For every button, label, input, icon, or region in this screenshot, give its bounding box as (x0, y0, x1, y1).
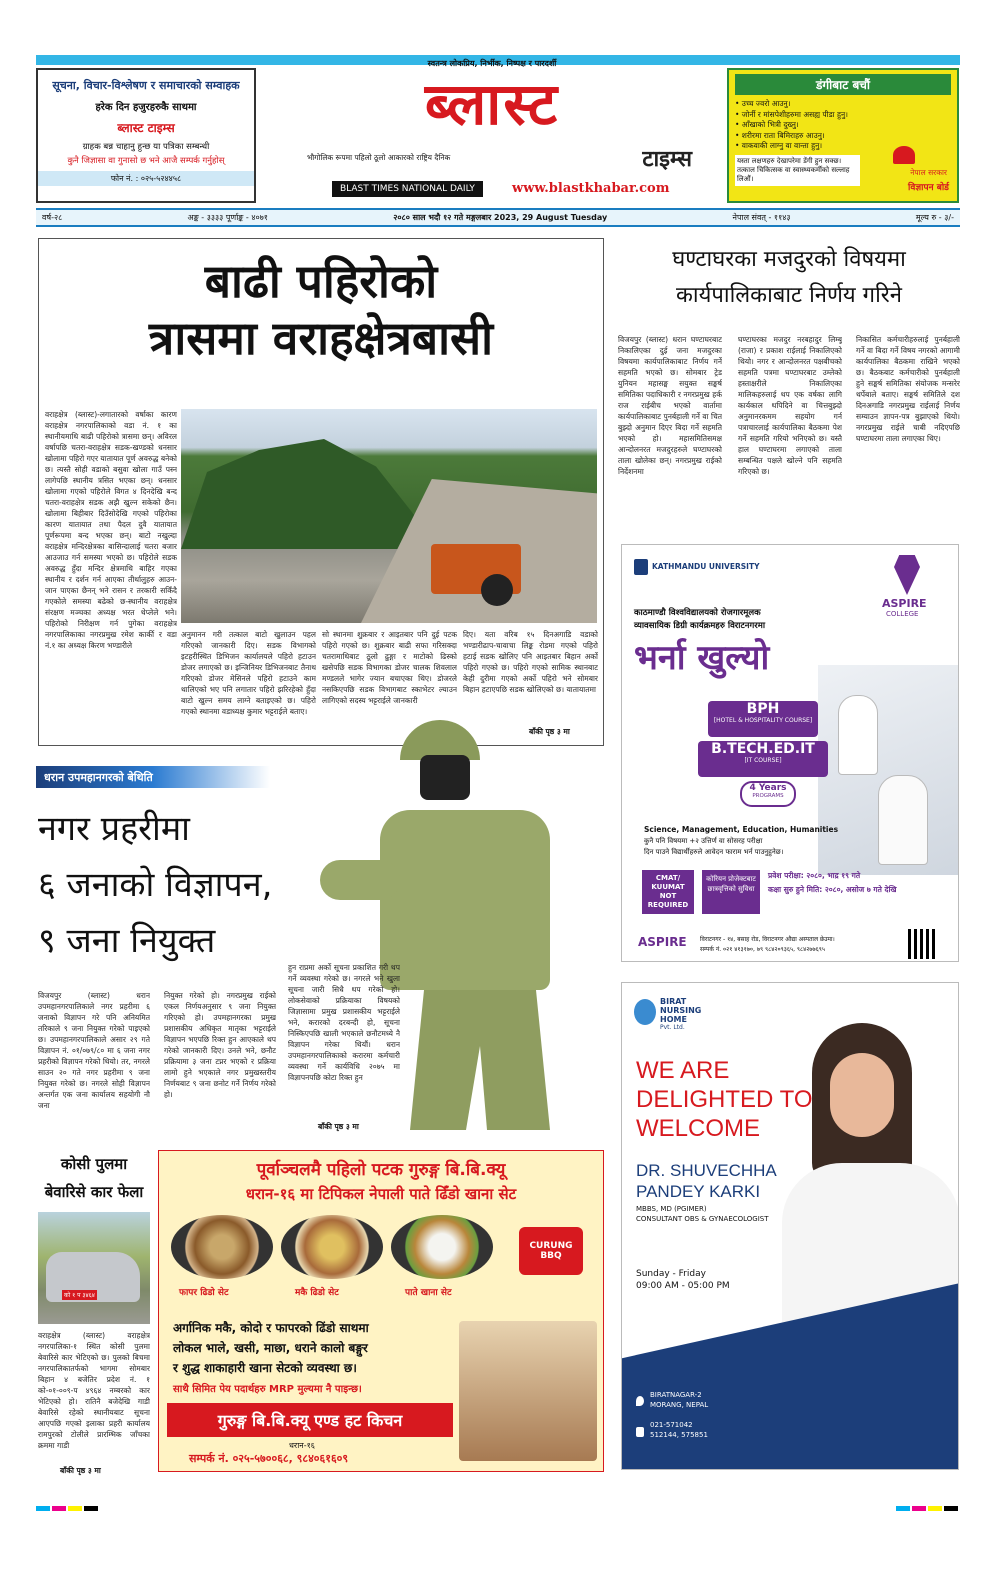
course-btech-sub: [IT COURSE] (744, 757, 782, 764)
birat-welcome-1: WE ARE (636, 1057, 730, 1084)
dengue-item: • आँखाको भित्री दुख्नु। (735, 120, 799, 129)
bbq-plate-1 (171, 1215, 273, 1279)
left-promo-line4: ग्राहक बन्न चाहानु हुन्छ या पत्रिका सम्बन्धी (82, 142, 210, 152)
birat-welcome-3: WELCOME (636, 1115, 761, 1142)
dengue-item: • शरीरमा राता बिमिराहरु आउनु। (735, 130, 825, 140)
bbq-body-3: र शुद्ध शाकाहारी खाना सेटको व्यवस्था छ। (173, 1361, 357, 1375)
birat-days: Sunday - Friday (636, 1269, 706, 1279)
years-badge-sub: PROGRAMS (752, 793, 784, 799)
bbq-set-2: मकै ढिडो सेट (295, 1288, 339, 1298)
bbq-ad (158, 1150, 604, 1472)
birat-logo-icon (634, 999, 656, 1025)
aspire-entrance: प्रवेश परीक्षा: २०८०, भाद्र १९ गते (768, 871, 861, 880)
koshi-title-1: कोसी पुलमा (60, 1155, 128, 1173)
aspire-college-sub: COLLEGE (886, 610, 919, 618)
bbq-contact: सम्पर्क नं. ०२५-५७००६८, ९८४०६१६०९ (189, 1452, 349, 1465)
birat-logo-1: BIRAT (660, 997, 687, 1006)
aspire-intro-2: व्यावसायिक डिग्री कार्यक्रमहरु विराटनगरमा (634, 621, 766, 631)
dengue-title: डंगीबाट बचौं (735, 74, 951, 95)
ku-logo-icon (634, 559, 648, 575)
aspire-contact: सम्पर्क नं. ०२१ ४१३१७०, ७९ ९८४२०९३६५, ९८४२७७६९५ (700, 946, 825, 953)
masthead (262, 55, 722, 205)
left-promo-line2: हरेक दिन हजुरहरुकै साथमा (95, 102, 197, 113)
dengue-item: • जोर्नी र मांसपेशीहरुमा असह्य पीडा हुनु। (735, 109, 848, 119)
years-badge-title: 4 Years (749, 783, 787, 793)
clock-col-2: घण्टाघरका मजदुर नरबहादुर लिम्बू (राजा) र प्रकाश राईलाई निकालिएको थियो। नगर र आन्दोलनरत पक्षबीचको सहमति पत्रमा घण्टाघरबाट उम्लेको हस्ताक्षरीले निकालिएका मालिकहरुलाई थप एक वर्षका लागि कार्यकाल थपिदिने वा चित्तबुझ्दो अनुमानरकमम सहयोग गर्न पत्राचारलाई कार्यपालिका बैठकमा पेश गर्ने सहमति गरियो भनिएको छ। यस्तै हाल घण्टाघरमा लगाएको ताला सम्बन्धित पक्षले खोल्ने पनि सहमति गरिएको छ। (738, 335, 842, 476)
excavator-wheel-icon (481, 574, 513, 606)
birat-doctor-1: DR. SHUVECHHA (636, 1161, 777, 1180)
course-btech (698, 741, 828, 777)
bbq-plate-3 (391, 1215, 493, 1279)
clock-title-1: घण्टाघरका मजदुरको विषयमा (672, 247, 906, 272)
police-col-1: विजयपुर (ब्लास्ट) धरान उपमहानगरपालिकाले नगर प्रहरीमा ६ जनाको विज्ञापन गरे पनि अनियमित तरिकाले ९ जना नियुक्त गरेको पाइएको छ। उपमहानगरपालिकाले असार २९ गते विज्ञापन नं. ०१/०७९/८० मा ६ जना नगर प्रहरीको विज्ञापन गरेको थियो। तर, नगरले साउन २० गते नगर प्रहरीमा ९ जना नियुक्त गरेको छ। नगरले सोही विज्ञापन अन्तर्गत एक जना कार्यालय सहयोगी नौ जना (38, 991, 150, 1110)
bbq-mrp: साथै सिमित पेय पदार्थहरु MRP मुल्यमा नै पाइन्छ। (173, 1384, 362, 1395)
masthead-logo-sub: टाइम्स (642, 147, 692, 172)
dengue-list (735, 99, 951, 152)
registration-marks (36, 1496, 960, 1504)
police-body (380, 810, 550, 990)
bbq-body-1: अर्गानिक मकै, कोदो र फापरको ढिंडो साथमा (173, 1321, 369, 1335)
birat-doctor-2: PANDEY KARKI (636, 1182, 761, 1201)
issue-date: २०८० साल भदौ १२ गते मङ्गलबार 2023, 29 August Tuesday (393, 213, 608, 222)
aspire-streams: Science, Management, Education, Humanities (644, 825, 839, 834)
bbq-title-1: पूर्वाञ्चलमै पहिलो पटक गुरुङ्ग बि.बि.क्यू (256, 1160, 506, 1180)
police-tag: धरान उपमहानगरको बेथिति (36, 766, 270, 788)
lead-col-3: सो स्थानमा शुक्रबार र आइतबार पनि दुई पटक पहिरो गएको छ। शुक्रबार बाढी सफा गरिसक्दा चतरामाथिबाट ठूलो ढुङ्गा र माटोको ढिस्को खसेपछि सडक विभागका डोजर चालक शिवलाल मण्डलले भागेर ज्यान बचाएका थिए। डोजरले नसकिएपछि सडक विभागबाट स्काभेटर ल्याउन लागिएको सदस्य भट्टराईले जानकारी (322, 630, 457, 705)
car-photo (38, 1212, 150, 1324)
lead-col-4: दिए। यता वरिब १५ दिनअगाडि वडाको भण्डारीढाप-चावाचा लिङ्क रोडमा गएको पहिरो हटाई सडक खोलिए पनि आइतबार बिहान अर्को पहिरो गएको छ। पहिरो गएको सामिक स्थानबाट केही दुरीमा गएको अर्को पहिरो भने सोमबार बिहान हटाएपछि सडक खोलिएको छ। यातायातमा (463, 630, 598, 694)
students-photo (818, 665, 959, 875)
lead-more[interactable]: बाँकी पृष्ठ ३ मा (529, 727, 570, 736)
birat-hours: 09:00 AM - 05:00 PM (636, 1281, 730, 1291)
masthead-english: BLAST TIMES NATIONAL DAILY (332, 181, 483, 197)
left-promo-box (36, 68, 256, 203)
aspire-college: ASPIRE (882, 597, 927, 610)
birat-ad (621, 982, 959, 1470)
aspire-university: KATHMANDU UNIVERSITY (652, 562, 760, 571)
birat-logo-2: NURSING (660, 1006, 702, 1015)
bbq-title-2: धरान-१६ मा टिपिकल नेपाली पाते ढिँडो खाना सेट (245, 1185, 517, 1203)
birat-degree: MBBS, MD (PGIMER) (636, 1205, 707, 1213)
aspire-note-2: दिन पाउने विद्यार्थीहरुले आवेदन फाराम भर्न पाउनुहुनेछ। (644, 848, 784, 856)
student-figure-1 (838, 695, 878, 775)
aspire-pen-icon (894, 555, 920, 595)
police-col-2: नियुक्त गरेको हो। नगरप्रमुख राईको एकल निर्णयअनुसार ९ जना नियुक्त गरिएको हो। उपमहानगरका प्रमुख प्रशासकीय अधिकृत मातृका भट्टराईले विज्ञापन भएपछि रिक्त हुन आएकाले थप गरेको जानकारी दिए। उनले भने, छनौट प्रक्रियामा ३ जना टप्नर भएको र प्रक्रिया लामो हुने भएकाले नगर प्रमुखस्तरीय निर्णयबाट ९ जना छनोट गर्ने निर्णय गरेको हो। (164, 991, 276, 1099)
gov-emblem-icon (893, 146, 915, 164)
color-ticks-left (36, 1496, 100, 1504)
left-promo-phone: फोन नं. : ०२५-५२४४५८ (38, 171, 254, 186)
location-icon (636, 1396, 644, 1406)
landslide-photo (181, 409, 597, 623)
police-title-2: ६ जनाको विज्ञापन, (38, 865, 273, 905)
lead-col-1: वराहक्षेत्र (ब्लास्ट)-लगातारको वर्षाका कारण वराहक्षेत्र नगरपालिकाको वडा नं. १ का स्थानीयमाथि बाढी पहिरोको त्रासमा छन्। अविरल वर्षापछि चतरा-वराहक्षेत्र सडक-खण्डको धनसार खोलामा पहिरो गएर यातायात पूर्ण अवरुद्ध बनेको छ। त्यस्तै सोही वडाको बसुवा खोला गाउँ पस्न लागेपछि स्थानीय त्रसित भएका छन्। धनसार खोलामा गएको पहिरोले विगत ४ दिनदेखि बन्द चतरा-वराहक्षेत्र सडक अझै खुल्न सकेको छैन। खोलामा बिहीबार दिउँसोदेखि गएको पहिरोका कारण यातायात तथा पैदल दुवै यातायात पूर्णरूपमा बन्द भएका छन्। बाटो नखुल्दा वराहक्षेत्र मन्दिरक्षेत्रका बासिन्दालाई चतरा बजार आउजाउ गर्न समस्या भएको छ। पहिरोले सडक अवरुद्ध हुँदा मन्दिर क्षेत्रमाथि बाहिर गएका स्थानीय र दर्शन गर्न आएका तीर्थालुहरु आउन-जान पाएका छैनन् भने रासन र तरकारी सकिँदै गएकोले समस्या बढेको छ-स्थानीय वराहक्षेत्र संरक्षण मञ्चका अध्यक्ष भरत थेप्लेले भने। पहिरोको निरीक्षण गर्न पुगेका वराहक्षेत्र नगरपालिकाका नगरप्रमुख रमेश कार्की र वडा नं.१ का अध्यक्ष किरण भण्डारीले (45, 410, 177, 650)
dengue-promo (727, 68, 959, 203)
bbq-set-3: पाते खाना सेट (405, 1288, 452, 1298)
aspire-ad (621, 544, 959, 962)
aspire-intro-1: काठमाण्डौ विश्वविद्यालयको रोजगारमूलक (634, 608, 761, 618)
chef-figure (878, 775, 928, 865)
masthead-logo: ब्लास्ट (424, 70, 560, 138)
bbq-family-photo (459, 1321, 597, 1461)
issue-price: मूल्य रु - ३/- (915, 213, 954, 222)
mountain-shape (181, 439, 441, 549)
masthead-desc: भौगोलिक रूपमा पहिलो ठूलो आकारको राष्ट्रिय दैनिक (307, 153, 451, 162)
birat-role: CONSULTANT OBS & GYNAECOLOGIST (636, 1215, 769, 1223)
police-mask-icon (420, 755, 470, 800)
dengue-board: विज्ञापन बोर्ड (908, 183, 949, 193)
koshi-body: वराहक्षेत्र (ब्लास्ट) वराहक्षेत्र नगरपालिका-१ स्थित कोसी पुलमा बेवारिसे कार भेटिएको छ। पुलको बिचमा नगरपालिकातर्फको भागमा सोमबार बिहान ४ बजेतिर प्रदेश नं. १ को-०१-००९-प ४९६४ नम्बरको कार भेटिएको हो। रातिनै बजेदेखि गाडी बेवारिसे रहेको स्थानीयबाट सूचना आएपछि गएको इलाका प्रहरी कार्यालय रामपुरको टोलीले प्रारम्भिक जाँचका क्रममा गाडी (38, 1331, 150, 1450)
birat-logo-3: HOME (660, 1015, 687, 1024)
phone-icon (636, 1427, 644, 1437)
issue-year: वर्ष-२८ (42, 213, 63, 222)
bbq-plate-2 (281, 1215, 383, 1279)
doctor-face (830, 1053, 894, 1137)
masthead-tagline: स्वतन्त्र लोकप्रिय, निर्भीक, निष्पक्ष र पारदर्शी (427, 59, 557, 68)
left-promo-line3: ब्लास्ट टाइम्स (117, 121, 175, 135)
bbq-place: धरान-१६ (289, 1441, 315, 1450)
bbq-set-1: फापर ढिडो सेट (179, 1288, 229, 1298)
left-promo-line5: कुनै जिज्ञासा वा गुनासो छ भने आजै सम्पर्क गर्नुहोस् (67, 156, 225, 166)
birat-phone-2: 512144, 575851 (650, 1431, 708, 1439)
course-bph-title: BPH (746, 701, 780, 717)
qr-code-icon (908, 929, 938, 959)
color-ticks-right (896, 1496, 960, 1504)
car-plate: को १ प ३४६४ (64, 1292, 95, 1299)
police-more[interactable]: बाँकी पृष्ठ ३ मा (318, 1122, 359, 1131)
dengue-gov: नेपाल सरकार (910, 168, 947, 177)
bbq-name: गुरुङ्ग बि.बि.क्यू एण्ड हट किचन (167, 1403, 453, 1437)
dengue-note: यस्ता लक्षणहरु देखापरेमा डेंगी हुन सक्छ। तत्काल चिकित्सक वा स्वास्थ्यकर्मीको सल्लाह लिऔं। (735, 155, 860, 186)
course-bph (708, 701, 818, 737)
aspire-footer-logo: ASPIRE (638, 935, 687, 949)
course-btech-title: B.TECH.ED.IT (711, 741, 815, 757)
police-title-1: नगर प्रहरीमा (38, 809, 190, 849)
clock-col-1: विजयपुर (ब्लास्ट) धरान घण्टाघरबाट निकालिएका दुई जना मजदुरका विषयमा कार्यपालिकाबाट निर्णय गर्ने सहमति भएको छ। सोमबार ट्रेड युनियन महासङ्घ सयुक्त सङ्घर्ष समितिका पदाधिकारी र नगरप्रमुख हर्क राज राईबीच भएको वार्तामा कार्यपालिकाबाट पुनर्बहाली गर्ने वा चित बुझ्दो अनुमान दिएर बिदा गर्ने सहमति भएको हो। महासमितिसमक्ष आन्दोलनरत मजदुरहरुले घण्टाघरको ताला खोलेका छन्। नगरप्रमुख राईको निर्देशनमा (618, 335, 722, 476)
issue-reg: नेपाल संवत् - ११४३ (732, 213, 791, 222)
aspire-address: विराटनगर - १४, बसाह रोड, विराटनगर औद्या अस्पताल छेउमा। (700, 936, 835, 943)
badge-korean: कोरियन प्रोजेक्टबाट छात्रवृत्तिको सुविधा (702, 870, 760, 914)
lead-title-2: त्रासमा वराहक्षेत्रबासी (148, 311, 494, 365)
clock-col-3: निकासित कर्मचारीहरुलाई पुनर्बहाली गर्ने वा बिदा गर्ने विषय नगरको आगामी कार्यपालिका बैठकमा राखिने भएको छ। बैठकबाट कर्मचारीको पुनर्बहाली हुने सङ्घर्ष समितिका संयोजक मन्सरेर थर्पेबाले बताए। सङ्घर्ष समितिले दश दिनअगाडि नगरप्रमुख राईलाई निर्णय सम्याउन ज्ञापन-पत्र बुझाएको थियो। नगरप्रमुख राईले चाबी नदिएपछि घण्टाघरमा ताला लगाएका थिए। (856, 335, 960, 443)
badge-cmat: CMAT/ KUUMAT NOT REQUIRED (642, 870, 694, 914)
masthead-url[interactable]: www.blastkhabar.com (512, 181, 670, 196)
dengue-item: • वाकवाकी लाग्नु वा वान्ता हुनु। (735, 141, 823, 150)
police-legs (410, 990, 550, 1130)
years-badge (740, 781, 796, 807)
lead-story (38, 238, 604, 746)
bbq-body-2: लोकल भाले, खसी, माछा, धराने कालो बङ्गुर (173, 1341, 368, 1355)
birat-phone-1: 021-571042 (650, 1421, 693, 1429)
police-cap-icon (400, 720, 480, 760)
koshi-more[interactable]: बाँकी पृष्ठ ३ मा (60, 1466, 101, 1475)
aspire-headline: भर्ना खुल्यो (634, 638, 770, 678)
issue-info-bar (36, 208, 960, 227)
birat-addr-2: MORANG, NEPAL (650, 1401, 709, 1409)
left-promo-line1: सूचना, विचार-विश्लेषण र समाचारको सम्वाहक (52, 79, 240, 92)
lead-col-2: अनुमानन गरी तत्काल बाटो खुलाउन पहल गरिएको जानकारी दिए। सडक विभागको इटहरीस्थित डिभिजन कार्यालयले पहिरो हटाउन डोजर लगाएको छ। इन्जिनियर डिभिजनबाट तैनाथ गरिएको डोजर मेसिनले पहिरो हटाउने काम थालिएको भए पनि लगातार पहिरो झरिरहेको हुँदा बाटो खुल्न समय लाग्ने बताइएको छ। पहिरो गएको स्थानमा वडाध्यक्ष कुमार भट्टराईले बताए। (181, 630, 316, 716)
koshi-title-2: बेवारिसे कार फेला (44, 1183, 144, 1201)
aspire-classes: कक्षा सुरु हुने मिति: २०८०, असोज ७ गते देखि (768, 885, 897, 894)
dengue-item: • उच्च ज्वरो आउनु। (735, 99, 791, 108)
clock-title-2: कार्यपालिकाबाट निर्णय गरिने (676, 283, 902, 308)
clock-story (618, 238, 960, 538)
issue-number: अङ्क - ३३३३ पूर्णाङ्क - ४०७१ (187, 213, 268, 222)
course-bph-sub: [HOTEL & HOSPITALITY COURSE] (713, 717, 813, 724)
police-title-3: ९ जना नियुक्त (38, 921, 216, 961)
aspire-note-1: कुनै पनि विषयमा +२ उत्तिर्ण वा सोसरह परीक्षा (644, 837, 763, 845)
birat-logo-4: Pvt. Ltd. (660, 1024, 685, 1031)
birat-addr-1: BIRATNAGAR-2 (650, 1391, 702, 1399)
police-arm (320, 860, 400, 900)
police-col-3: हुन राप्रमा अर्को सूचना प्रकाशित गरी थप गर्ने व्यवस्था गरेको छ। नगरले भने खुला सूचना जारी सिधै थप गरेको हो। लोकसेवाको प्रक्रियाका विषयको जिज्ञासामा प्रमुख प्रशासकीय भट्टराईले भने, करारको दरबन्दी हो, सूचना निस्किएपछि खाली भएकाले छनौटमध्ये नै विज्ञापन गरेका थियौं। धरान उपमहानगरपालिकाको करारमा कर्मचारी व्यवस्था गर्ने कार्यविधि २०७५ मा विज्ञापनपछि कोटा रिक्त हुन (288, 963, 400, 1082)
birat-welcome-2: DELIGHTED TO (636, 1086, 813, 1113)
bbq-logo: CURUNG BBQ (519, 1227, 583, 1275)
lead-title-1: बाढी पहिरोको (204, 254, 438, 308)
